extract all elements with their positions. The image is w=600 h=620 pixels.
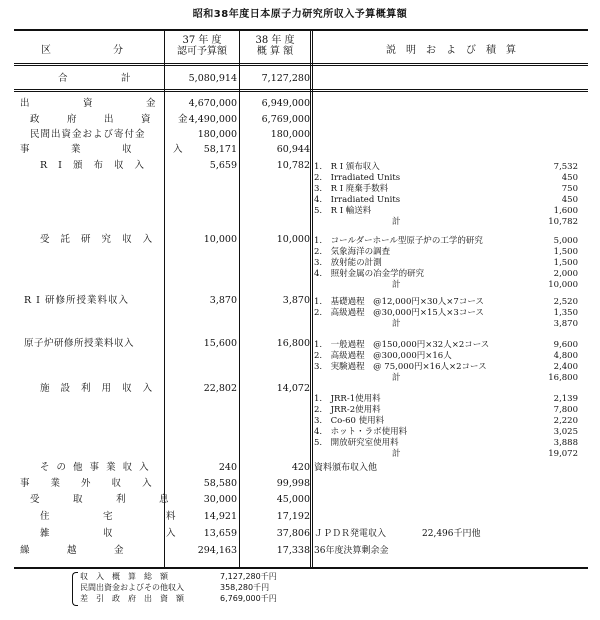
row-v38: 60,944 <box>276 144 310 155</box>
row-label: 民間出資金および寄付金 <box>30 129 146 140</box>
detail-item: 4. Irradiated Units 450 <box>314 195 578 205</box>
row-label: R I 研修所授業料収入 <box>24 295 129 306</box>
row-v38: 45,000 <box>276 494 310 505</box>
budget-table <box>14 29 588 569</box>
detail-item: 3. Co-60 使用料 2,220 <box>314 416 578 426</box>
row-v38: 37,806 <box>276 528 310 539</box>
detail-item: 1. 基礎過程 @12,000円×30人×7コース 2,520 <box>314 297 578 307</box>
total-divider <box>14 89 588 92</box>
detail-item: 5. R I 輸送料 1,600 <box>314 206 578 216</box>
row-v38: 99,998 <box>276 478 310 489</box>
row-v38: 10,782 <box>276 160 310 171</box>
row-v38: 14,072 <box>276 383 310 394</box>
detail-item: 2. Irradiated Units 450 <box>314 173 578 183</box>
row-v37: 4,490,000 <box>188 114 237 125</box>
total-row <box>14 73 588 85</box>
row-v37: 10,000 <box>203 234 237 245</box>
detail-item: 1. JRR-1使用料 2,139 <box>314 394 578 404</box>
header-divider <box>14 63 588 66</box>
row-label: 受 取 利 息 <box>30 494 181 505</box>
detail-item: 1. R I 頒布収入 7,532 <box>314 162 578 172</box>
total-v38: 7,127,280 <box>261 73 310 84</box>
row-v38: 10,000 <box>276 234 310 245</box>
table-row <box>14 545 588 557</box>
row-label: 繰 越 金 <box>20 545 138 556</box>
row-v37: 58,580 <box>203 478 237 489</box>
row-v37: 240 <box>218 462 237 473</box>
row-label: 出 資 金 <box>20 98 178 109</box>
detail-item: 5. 開放研究室使用料 3,888 <box>314 438 578 448</box>
row-v38: 180,000 <box>270 129 310 140</box>
detail-item: 3. 放射能の計測 1,500 <box>314 258 578 268</box>
detail-item: 2. 高級過程 @30,000円×15人×3コース 1,350 <box>314 308 578 318</box>
row-label: 政 府 出 資 金 <box>30 114 197 125</box>
detail-total: 計 10,000 <box>392 280 578 290</box>
footnotes <box>80 571 277 604</box>
header-col38-line1: 38 年 度 <box>255 35 295 46</box>
row-v37: 30,000 <box>203 494 237 505</box>
header-col38-line2: 概 算 額 <box>256 46 294 57</box>
table-row <box>14 511 588 523</box>
header-col37-line2: 認可予算額 <box>177 46 227 57</box>
row-label: R I 頒 布 収 入 <box>40 160 149 171</box>
detail-total: 計 3,870 <box>392 319 578 329</box>
header-notes: 説 明 お よ び 積 算 <box>386 45 516 56</box>
row-v37: 3,870 <box>209 295 237 306</box>
detail-item: 2. 高級過程 @300,000円×16人 4,800 <box>314 351 578 361</box>
row-label: 事 業 外 収 入 <box>20 478 161 489</box>
row-label: 施 設 利 用 収 入 <box>40 383 157 394</box>
detail-item: 2. 気象海洋の調査 1,500 <box>314 247 578 257</box>
row-v37: 14,921 <box>203 511 237 522</box>
row-label: 事 業 収 入 <box>20 144 199 155</box>
row-v38: 420 <box>291 462 310 473</box>
table-row <box>14 478 588 490</box>
row-v38: 17,338 <box>276 545 310 556</box>
detail-item: 1. コールダーホール型原子炉の工学的研究 5,000 <box>314 236 578 246</box>
row-v37: 13,659 <box>203 528 237 539</box>
row-v37: 180,000 <box>197 129 237 140</box>
row-label: 住 宅 料 <box>40 511 198 522</box>
row-v38: 6,949,000 <box>261 98 310 109</box>
row-v37: 5,659 <box>209 160 237 171</box>
row-note: ＪＰＤＲ発電収入 22,496千円他 <box>314 529 481 539</box>
page-title: 昭和38年度日本原子力研究所収入予算概算額 <box>192 9 408 20</box>
row-label: 受 託 研 究 収 入 <box>40 234 157 245</box>
footnote-brace <box>72 572 78 606</box>
detail-item: 4. 照射金属の冶金学的研究 2,000 <box>314 269 578 279</box>
row-v38: 3,870 <box>282 295 310 306</box>
detail-total: 計 19,072 <box>392 449 578 459</box>
row-note: 資料頒布収入他 <box>314 463 378 473</box>
footnote-row: 民間出資金およびその他収入 358,280千円 <box>80 583 270 592</box>
detail-item: 4. ホット・ラボ使用料 3,025 <box>314 427 578 437</box>
table-row <box>14 114 588 126</box>
table-row <box>14 129 588 141</box>
header-category: 区 分 <box>41 45 137 56</box>
row-v37: 22,802 <box>203 383 237 394</box>
row-note: 36年度決算剰余金 <box>314 546 389 556</box>
total-label: 合 計 <box>58 73 153 84</box>
header-col37-line1: 37 年 度 <box>182 35 222 46</box>
table-row <box>14 144 588 156</box>
row-v37: 4,670,000 <box>188 98 237 109</box>
row-label: そ の 他 事 業 収 入 <box>40 462 151 473</box>
row-label: 雑 収 入 <box>40 528 198 539</box>
row-label: 原子炉研修所授業料収入 <box>24 338 135 349</box>
row-v38: 17,192 <box>276 511 310 522</box>
row-v37: 294,163 <box>197 545 237 556</box>
row-v37: 58,171 <box>203 144 237 155</box>
footnote-row: 差 引 政 府 出 資 額 6,769,000千円 <box>80 594 277 603</box>
table-row <box>14 528 588 540</box>
row-v38: 16,800 <box>276 338 310 349</box>
table-row <box>14 494 588 506</box>
table-row <box>14 462 588 474</box>
detail-item: 3. 実験過程 @ 75,000円×16人×2コース 2,400 <box>314 362 578 372</box>
row-v38: 6,769,000 <box>261 114 310 125</box>
total-v37: 5,080,914 <box>188 73 237 84</box>
footnote-row: 収 入 概 算 総 額 7,127,280千円 <box>80 572 277 581</box>
detail-item: 1. 一般過程 @150,000円×32人×2コース 9,600 <box>314 340 578 350</box>
detail-item: 3. R I 廃棄手数料 750 <box>314 184 578 194</box>
table-row <box>14 98 588 110</box>
detail-total: 計 16,800 <box>392 373 578 383</box>
detail-item: 2. JRR-2使用料 7,800 <box>314 405 578 415</box>
detail-total: 計 10,782 <box>392 217 578 227</box>
row-v37: 15,600 <box>203 338 237 349</box>
